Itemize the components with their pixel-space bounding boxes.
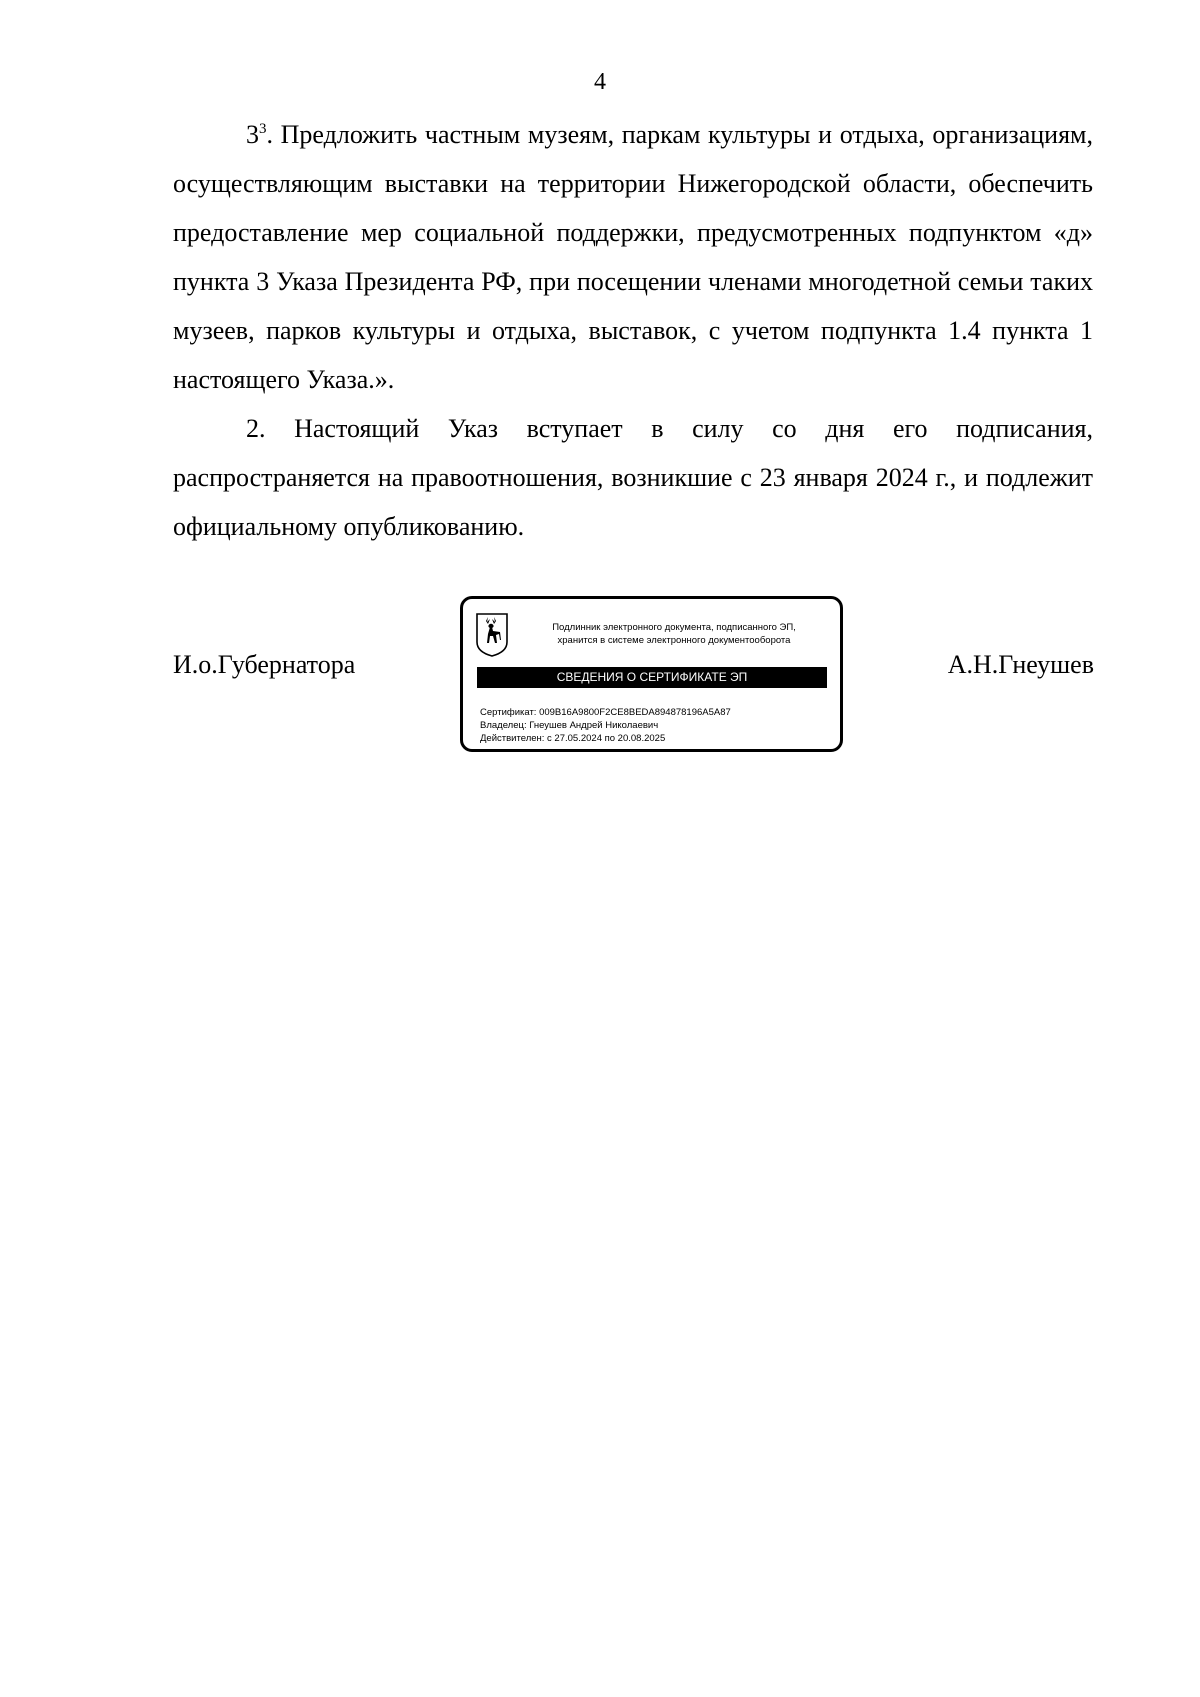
paragraph-superscript: 3 [259,121,267,137]
certificate-details [480,706,731,745]
certificate-number: Сертификат: 009B16A9800F2CE8BEDA894878196A5A87 [480,707,731,718]
paragraph-2: 2. Настоящий Указ вступает в силу со дня его подписания, распространяется на правоотношения, возникшие с 23 января 2024 г., и подлежит официальному опубликованию. [173,414,1093,541]
certificate-validity: Действителен: с 27.05.2024 по 20.08.2025 [480,733,666,744]
certificate-header-bar: СВЕДЕНИЯ О СЕРТИФИКАТЕ ЭП [477,667,827,688]
paragraph-3-3 [173,110,1093,404]
document-body [173,110,1093,551]
certificate-owner: Владелец: Гнеушев Андрей Николаевич [480,720,659,731]
paragraph-text: . Предложить частным музеям, паркам культуры и отдыха, организациям, осуществляющим выставки на территории Нижегородской области, обеспечить предоставление мер социальной поддержки, предусмотренных подпунктом «д» пункта 3 Указа Президента РФ, при посещении членами многодетной семьи таких музеев, парков культуры и отдыха, выставок, с учетом подпункта 1.4 пункта 1 настоящего Указа.». [173,120,1093,394]
stamp-note [519,621,829,647]
stamp-note-line: Подлинник электронного документа, подписанного ЭП, [552,622,796,633]
page-number: 4 [594,69,606,95]
signatory-name: А.Н.Гнеушев [947,650,1094,679]
coat-of-arms-icon [475,612,509,658]
paragraph-number: 3 [246,120,259,149]
signatory-position: И.о.Губернатора [173,650,356,679]
stamp-note-line: хранится в системе электронного документооборота [557,635,791,646]
electronic-signature-stamp [460,596,843,752]
